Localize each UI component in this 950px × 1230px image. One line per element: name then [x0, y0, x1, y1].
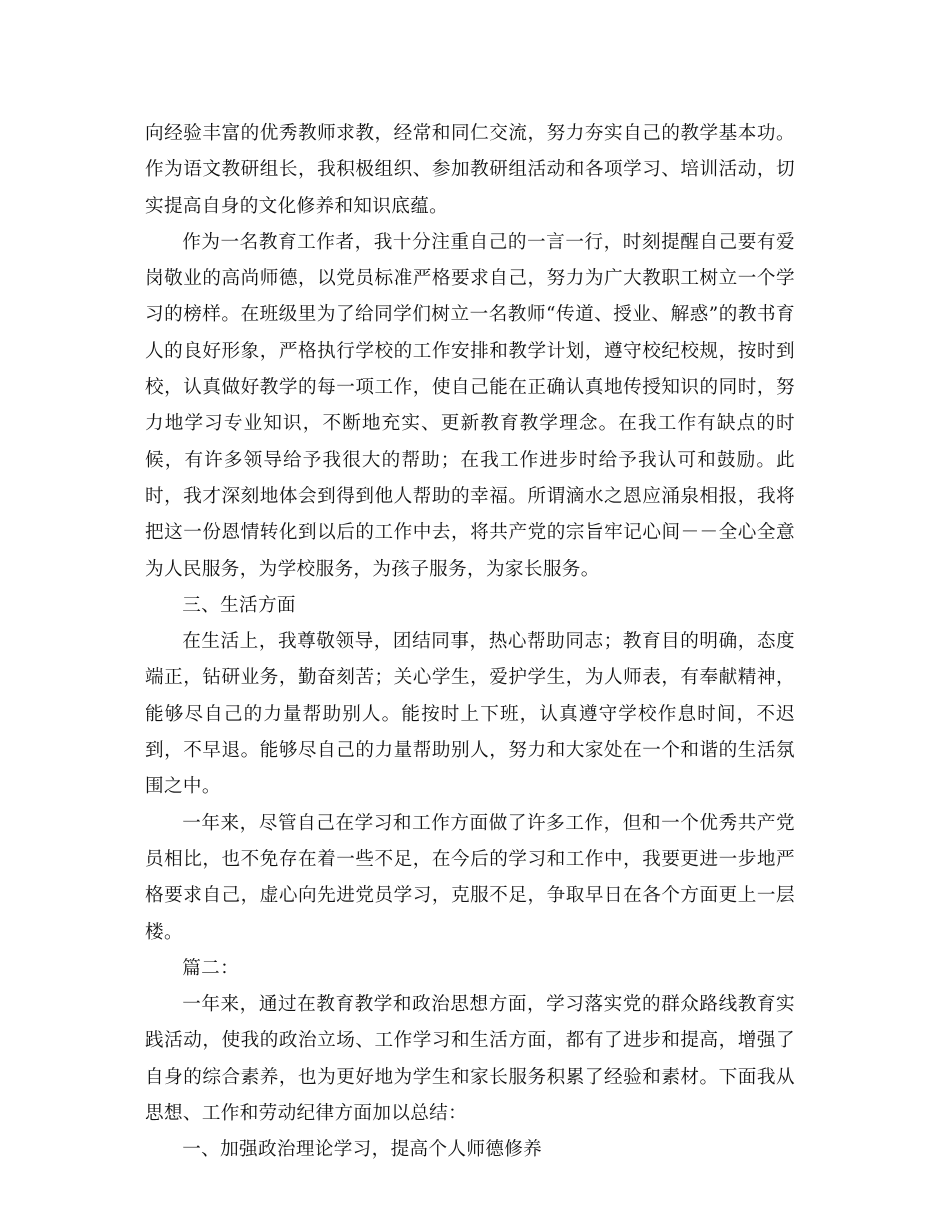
paragraph-life: 在生活上，我尊敬领导，团结同事，热心帮助同志；教育目的明确，态度端正，钻研业务，勤奋刻苦；关心学生，爱护学生，为人师表，有奉献精神，能够尽自己的力量帮助别人。能按时上下班，认真遵守学校作息时间，不迟到，不早退。能够尽自己的力量帮助别人，努力和大家处在一个和谐的生活氛围之中。	[145, 631, 795, 798]
document-body	[145, 116, 795, 1169]
section-heading-life: 三、生活方面	[182, 594, 296, 616]
paragraph-teacher-ethics: 作为一名教育工作者，我十分注重自己的一言一行，时刻提醒自己要有爱岗敬业的高尚师德，以党员标准严格要求自己，努力为广大教职工树立一个学习的榜样。在班级里为了给同学们树立一名教师“传道、授业、解惑”的教书育人的良好形象，严格执行学校的工作安排和教学计划，遵守校纪校规，按时到校，认真做好教学的每一项工作，使自己能在正确认真地传授知识的同时，努力地学习专业知识，不断地充实、更新教育教学理念。在我工作有缺点的时候，有许多领导给予我很大的帮助；在我工作进步时给予我认可和鼓励。此时，我才深刻地体会到得到他人帮助的幸福。所谓滴水之恩应涌泉相报，我将把这一份恩情转化到以后的工作中去，将共产党的宗旨牢记心间－－全心全意为人民服务，为学校服务，为孩子服务，为家长服务。	[145, 231, 795, 580]
part-heading-two: 篇二：	[182, 957, 240, 979]
section-heading-politics: 一、加强政治理论学习，提高个人师德修养	[182, 1139, 543, 1161]
paragraph-part-two-intro: 一年来，通过在教育教学和政治思想方面，学习落实党的群众路线教育实践活动，使我的政治立场、工作学习和生活方面，都有了进步和提高，增强了自身的综合素养，也为更好地为学生和家长服务积累了经验和素材。下面我从思想、工作和劳动纪律方面加以总结：	[145, 994, 795, 1125]
paragraph-continuation: 向经验丰富的优秀教师求教，经常和同仁交流，努力夯实自己的教学基本功。作为语文教研组长，我积极组织、参加教研组活动和各项学习、培训活动，切实提高自身的文化修养和知识底蕴。	[145, 123, 795, 217]
paragraph-summary: 一年来，尽管自己在学习和工作方面做了许多工作，但和一个优秀共产党员相比，也不免存在着一些不足，在今后的学习和工作中，我要更进一步地严格要求自己，虚心向先进党员学习，克服不足，争取早日在各个方面更上一层楼。	[145, 812, 795, 943]
